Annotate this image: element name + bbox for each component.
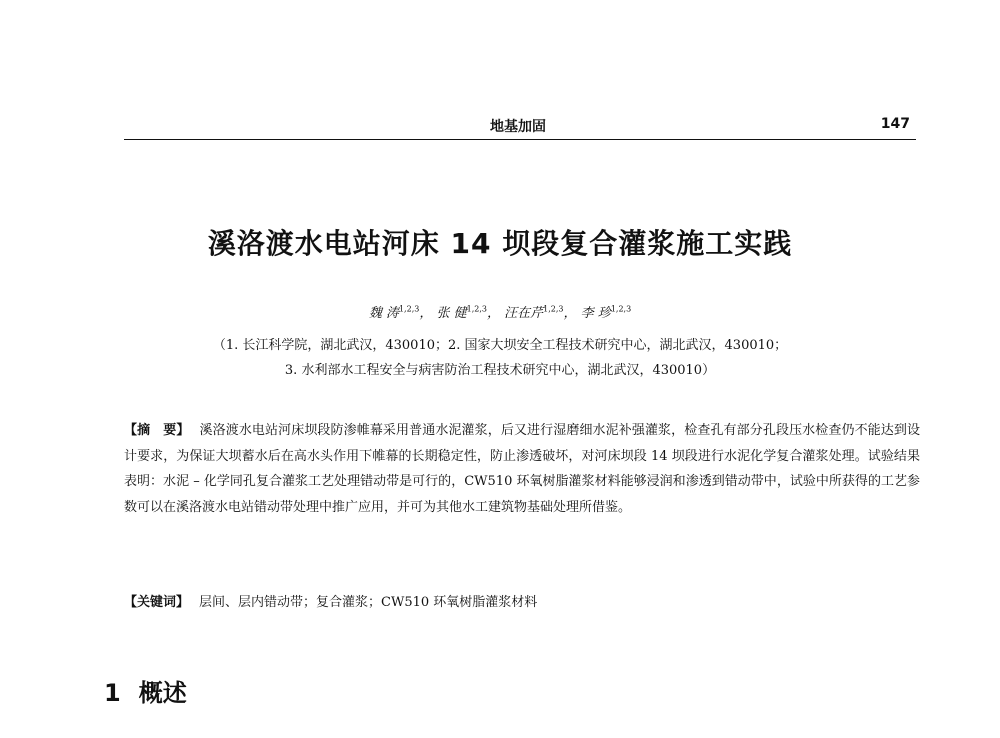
author-name: 张 健 (436, 306, 467, 321)
running-title: 地基加固 (490, 119, 546, 135)
section-heading (104, 673, 187, 708)
author-affiliation-marker: 1,2,3 (398, 304, 420, 314)
page-number: 147 (880, 116, 910, 132)
affiliations-line-1: （1. 长江科学院，湖北武汉，430010；2. 国家大坝安全工程技术研究中心，湖北武汉，430010； (212, 338, 788, 353)
author-separator: ， (419, 306, 433, 321)
header-rule (124, 139, 916, 140)
abstract-text: 溪洛渡水电站河床坝段防渗帷幕采用普通水泥灌浆，后又进行湿磨细水泥补强灌浆，检查孔有部分孔段压水检查仍不能达到设计要求，为保证大坝蓄水后在高水头作用下帷幕的长期稳定性，防止渗透破坏，对河床坝段 14 坝段进行水泥化学复合灌浆处理。试验结果表明：水泥 – 化学同孔复合灌浆工艺处理错动带是可行的，CW510 环氧树脂灌浆材料能够浸润和渗透到错动带中，试验中所获得的工艺参数可以在溪洛渡水电站错动带处理中推广应用，并可为其他水工建筑物基础处理所借鉴。 (124, 423, 920, 515)
author-name: 汪在芹 (504, 306, 544, 321)
section-number: 1 (104, 679, 121, 707)
keywords-label: 【关键词】 (124, 595, 190, 610)
section-title: 概述 (138, 679, 187, 707)
author-affiliation-marker: 1,2,3 (610, 304, 632, 314)
author-affiliation-marker: 1,2,3 (466, 304, 487, 314)
author-name: 魏 涛 (368, 306, 399, 321)
abstract-label: 【摘 要】 (124, 423, 190, 438)
keywords (124, 591, 920, 610)
author-separator: ， (563, 306, 577, 321)
running-header (124, 116, 912, 140)
keywords-text: 层间、层内错动带；复合灌浆；CW510 环氧树脂灌浆材料 (199, 595, 538, 610)
author-list (0, 302, 1000, 321)
author-affiliation-marker: 1,2,3 (543, 304, 564, 314)
abstract (124, 418, 920, 520)
author-name: 李 珍 (580, 306, 611, 321)
paper-title: 溪洛渡水电站河床 14 坝段复合灌浆施工实践 (207, 227, 793, 260)
affiliations-line-2: 3. 水利部水工程安全与病害防治工程技术研究中心，湖北武汉，430010） (284, 363, 716, 378)
author-separator: ， (486, 306, 500, 321)
